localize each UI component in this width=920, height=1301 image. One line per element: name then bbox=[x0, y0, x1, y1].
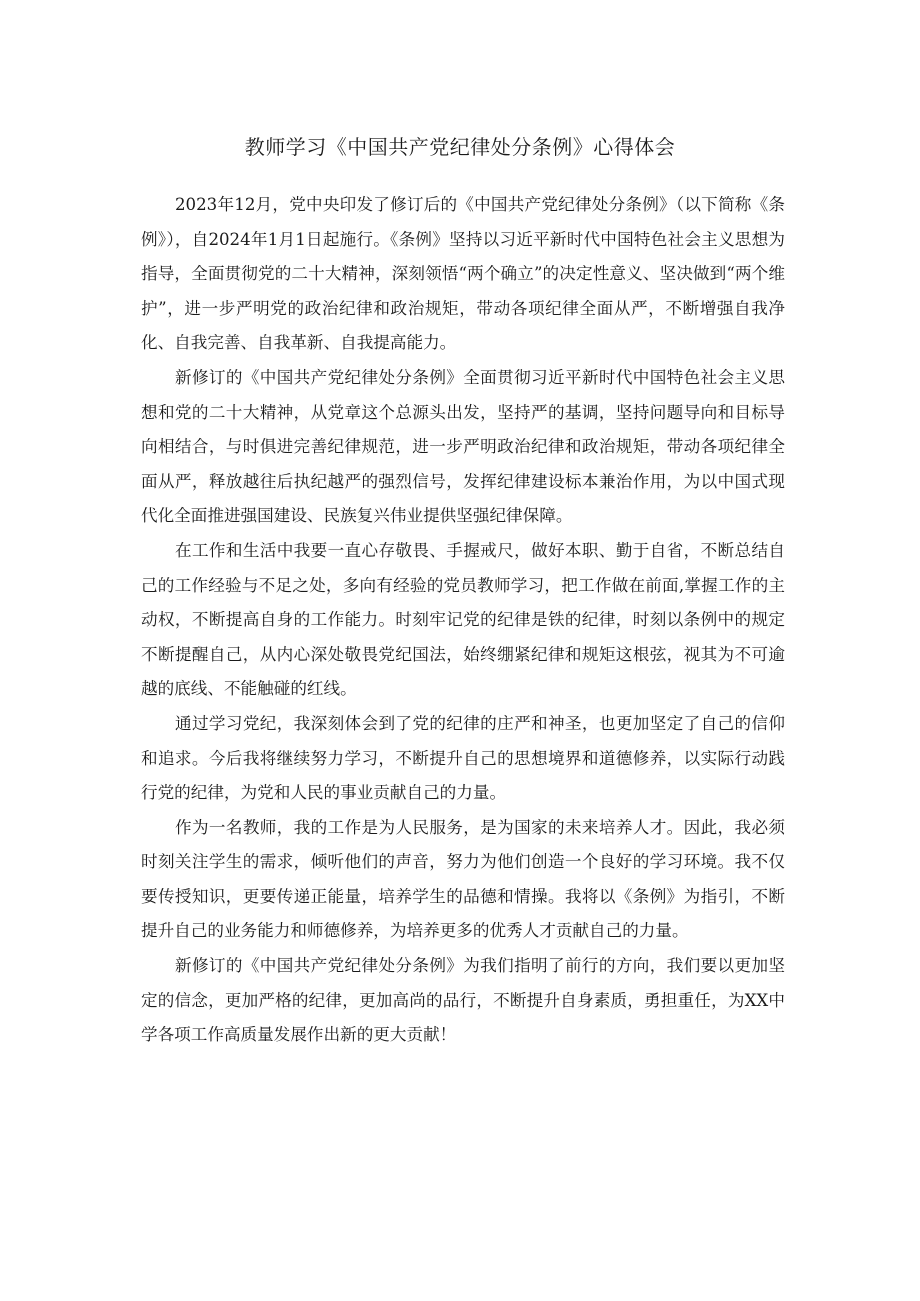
paragraph-5: 作为一名教师，我的工作是为人民服务，是为国家的未来培养人才。因此，我必须时刻关注学生的需求，倾听他们的声音，努力为他们创造一个良好的学习环境。我不仅要传授知识，更要传递正能量，培养学生的品德和情操。我将以《条例》为指引，不断提升自己的业务能力和师德修养，为培养更多的优秀人才贡献自己的力量。 bbox=[141, 817, 785, 941]
paragraph-4: 通过学习党纪，我深刻体会到了党的纪律的庄严和神圣，也更加坚定了自己的信仰和追求。今后我将继续努力学习，不断提升自己的思想境界和道德修养，以实际行动践行党的纪律，为党和人民的事业贡献自己的力量。 bbox=[141, 713, 785, 803]
paragraph-1: 2023年12月，党中央印发了修订后的《中国共产党纪律处分条例》（以下简称《条例》），自2024年1月1日起施行。《条例》坚持以习近平新时代中国特色社会主义思想为指导，全面贯彻党的二十大精神，深刻领悟“两个确立”的决定性意义、坚决做到“两个维护”，进一步严明党的政治纪律和政治规矩，带动各项纪律全面从严，不断增强自我净化、自我完善、自我革新、自我提高能力。 bbox=[141, 195, 785, 353]
paragraph-6: 新修订的《中国共产党纪律处分条例》为我们指明了前行的方向，我们要以更加坚定的信念，更加严格的纪律，更加高尚的品行，不断提升自身素质，勇担重任，为XX中学各项工作高质量发展作出新的更大贡献！ bbox=[141, 956, 785, 1045]
document-title: 教师学习《中国共产党纪律处分条例》心得体会 bbox=[244, 135, 676, 159]
paragraph-2: 新修订的《中国共产党纪律处分条例》全面贯彻习近平新时代中国特色社会主义思想和党的二十大精神，从党章这个总源头出发，坚持严的基调，坚持问题导向和目标导向相结合，与时俱进完善纪律规范，进一步严明政治纪律和政治规矩，带动各项纪律全面从严，释放越往后执纪越严的强烈信号，发挥纪律建设标本兼治作用，为以中国式现代化全面推进强国建设、民族复兴伟业提供坚强纪律保障。 bbox=[141, 367, 785, 526]
paragraph-3: 在工作和生活中我要一直心存敬畏、手握戒尺，做好本职、勤于自省，不断总结自己的工作经验与不足之处，多向有经验的党员教师学习，把工作做在前面,掌握工作的主动权，不断提高自身的工作能力。时刻牢记党的纪律是铁的纪律，时刻以条例中的规定不断提醒自己，从内心深处敬畏党纪国法，始终绷紧纪律和规矩这根弦，视其为不可逾越的底线、不能触碰的红线。 bbox=[141, 540, 785, 699]
document-body bbox=[141, 188, 785, 1053]
